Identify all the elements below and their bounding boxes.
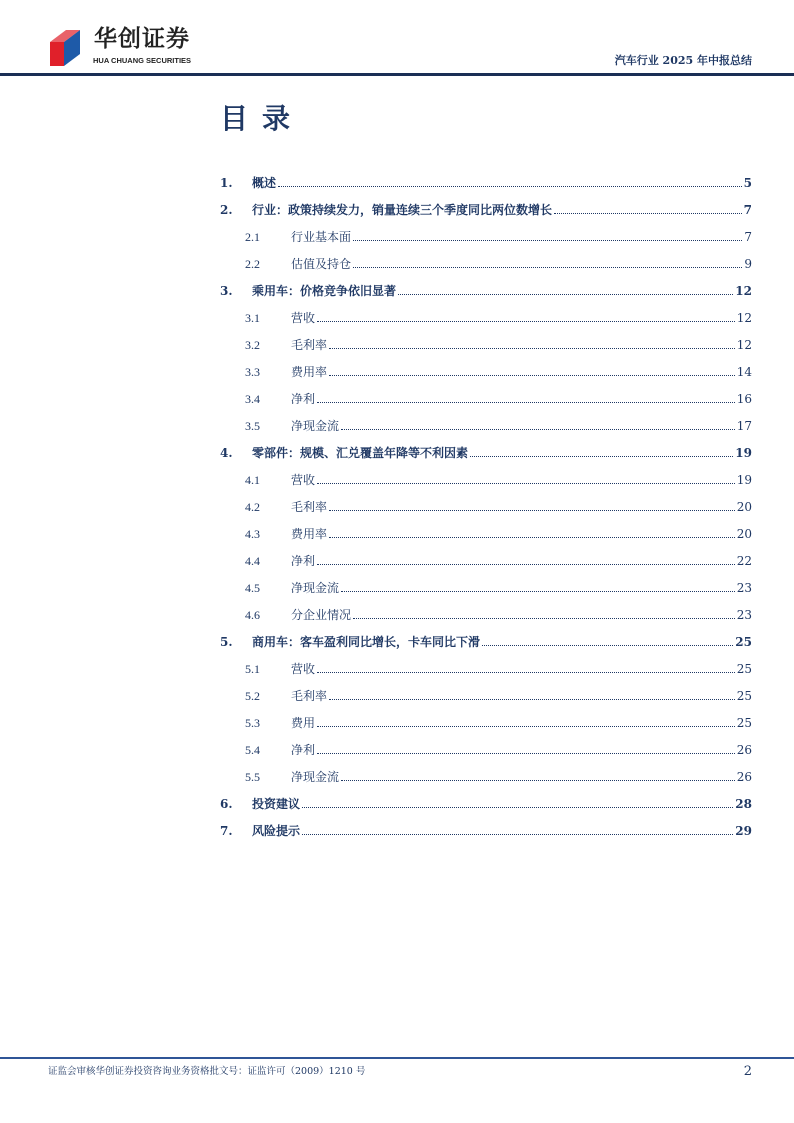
toc-leader-dots [341,591,735,592]
toc-number: 3.3 [245,365,260,379]
toc-number: 3.4 [245,392,260,406]
toc-leader-dots [329,375,735,376]
toc-entry[interactable] [220,488,752,515]
toc-number: 3.5 [245,419,260,433]
company-logo-icon [50,30,80,66]
toc-label: 营收 [291,311,316,325]
toc-number: 3.1 [245,311,260,325]
toc-label: 费用 [291,716,316,730]
toc-page: 7 [743,203,752,217]
page-title: 目录 [220,102,305,135]
toc-leader-dots [317,321,735,322]
toc-page: 25 [736,716,752,730]
toc-leader-dots [341,429,735,430]
toc-page: 23 [736,608,752,622]
toc-leader-dots [341,780,735,781]
toc-number: 3. [220,284,233,298]
toc-entry[interactable] [220,434,752,461]
toc-leader-dots [302,807,733,808]
toc-label: 净现金流 [291,581,340,595]
toc-leader-dots [317,753,735,754]
toc-leader-dots [353,267,742,268]
toc-page: 12 [736,338,752,352]
toc-number: 4.2 [245,500,260,514]
toc-entry[interactable] [220,326,752,353]
toc-number: 4.6 [245,608,260,622]
toc-page: 23 [736,581,752,595]
toc-label: 净利 [291,743,316,757]
toc-leader-dots [317,672,735,673]
toc-label: 投资建议 [252,797,301,811]
toc-entry[interactable] [220,218,752,245]
toc-number: 6. [220,797,233,811]
header-divider [0,73,794,76]
toc-entry[interactable] [220,380,752,407]
brand-name: 华创证券 [94,26,190,52]
toc-label: 净利 [291,392,316,406]
toc-page: 20 [736,500,752,514]
footer-divider [0,1057,794,1059]
toc-label: 行业：政策持续发力，销量连续三个季度同比两位数增长 [252,203,553,217]
toc-leader-dots [317,483,735,484]
toc-label: 零部件：规模、汇兑覆盖年降等不利因素 [252,446,469,460]
toc-label: 毛利率 [291,689,328,703]
toc-number: 5.3 [245,716,260,730]
toc-entry[interactable] [220,542,752,569]
toc-label: 净现金流 [291,770,340,784]
toc-number: 2.2 [245,257,260,271]
toc-label: 营收 [291,473,316,487]
toc-label: 估值及持仓 [291,257,352,271]
toc-leader-dots [317,402,735,403]
toc-entry[interactable] [220,569,752,596]
toc-leader-dots [329,348,735,349]
toc-page: 25 [736,662,752,676]
toc-label: 费用率 [291,527,328,541]
toc-entry[interactable] [220,812,752,839]
report-title: 汽车行业 2025 年中报总结 [614,54,752,67]
toc-number: 4.4 [245,554,260,568]
toc-page: 9 [744,257,752,271]
toc-leader-dots [482,645,733,646]
toc-entry[interactable] [220,191,752,218]
toc-number: 2.1 [245,230,260,244]
toc-entry[interactable] [220,650,752,677]
toc-entry[interactable] [220,272,752,299]
toc-label: 毛利率 [291,500,328,514]
toc-leader-dots [353,618,735,619]
toc-page: 7 [744,230,752,244]
toc-label: 商用车：客车盈利同比增长，卡车同比下滑 [252,635,481,649]
toc-page: 5 [743,176,752,190]
toc-entry[interactable] [220,515,752,542]
toc-number: 2. [220,203,233,217]
toc-entry[interactable] [220,704,752,731]
toc-page: 17 [736,419,752,433]
toc-page: 26 [736,770,752,784]
brand-name-en: HUA CHUANG SECURITIES [93,56,192,65]
toc-number: 1. [220,176,233,190]
toc-leader-dots [353,240,742,241]
page-number: 2 [743,1064,752,1079]
toc-number: 5.2 [245,689,260,703]
toc-page: 14 [736,365,752,379]
toc-leader-dots [278,186,742,187]
table-of-contents [220,164,752,839]
toc-entry[interactable] [220,353,752,380]
toc-entry[interactable] [220,731,752,758]
toc-leader-dots [329,537,735,538]
toc-leader-dots [317,564,735,565]
toc-leader-dots [302,834,733,835]
toc-entry[interactable] [220,461,752,488]
toc-number: 5. [220,635,233,649]
toc-leader-dots [470,456,733,457]
toc-label: 费用率 [291,365,328,379]
toc-number: 3.2 [245,338,260,352]
toc-label: 分企业情况 [291,608,352,622]
toc-number: 4.5 [245,581,260,595]
toc-number: 4. [220,446,233,460]
toc-entry[interactable] [220,623,752,650]
toc-number: 5.4 [245,743,260,757]
toc-number: 4.1 [245,473,260,487]
toc-entry[interactable] [220,785,752,812]
toc-number: 4.3 [245,527,260,541]
footer-license-text: 证监会审核华创证券投资咨询业务资格批文号：证监许可（2009）1210 号 [48,1066,366,1077]
toc-entry[interactable] [220,407,752,434]
toc-page: 25 [736,689,752,703]
toc-label: 行业基本面 [291,230,352,244]
toc-entry[interactable] [220,164,752,191]
toc-entry[interactable] [220,245,752,272]
toc-number: 5.5 [245,770,260,784]
toc-number: 7. [220,824,233,838]
toc-page: 16 [736,392,752,406]
toc-leader-dots [398,294,733,295]
toc-page: 19 [735,446,752,460]
toc-page: 26 [736,743,752,757]
toc-label: 毛利率 [291,338,328,352]
toc-page: 22 [736,554,752,568]
toc-number: 5.1 [245,662,260,676]
toc-entry[interactable] [220,677,752,704]
toc-page: 28 [735,797,752,811]
toc-label: 风险提示 [252,824,301,838]
toc-leader-dots [317,726,735,727]
toc-leader-dots [329,510,735,511]
toc-page: 12 [736,311,752,325]
toc-entry[interactable] [220,758,752,785]
toc-page: 20 [736,527,752,541]
toc-leader-dots [329,699,735,700]
toc-label: 乘用车：价格竞争依旧显著 [252,284,397,298]
toc-label: 净现金流 [291,419,340,433]
toc-label: 净利 [291,554,316,568]
toc-page: 25 [735,635,752,649]
toc-page: 29 [735,824,752,838]
toc-leader-dots [554,213,742,214]
toc-label: 概述 [252,176,277,190]
toc-page: 19 [736,473,752,487]
toc-entry[interactable] [220,596,752,623]
toc-entry[interactable] [220,299,752,326]
toc-label: 营收 [291,662,316,676]
toc-page: 12 [735,284,752,298]
